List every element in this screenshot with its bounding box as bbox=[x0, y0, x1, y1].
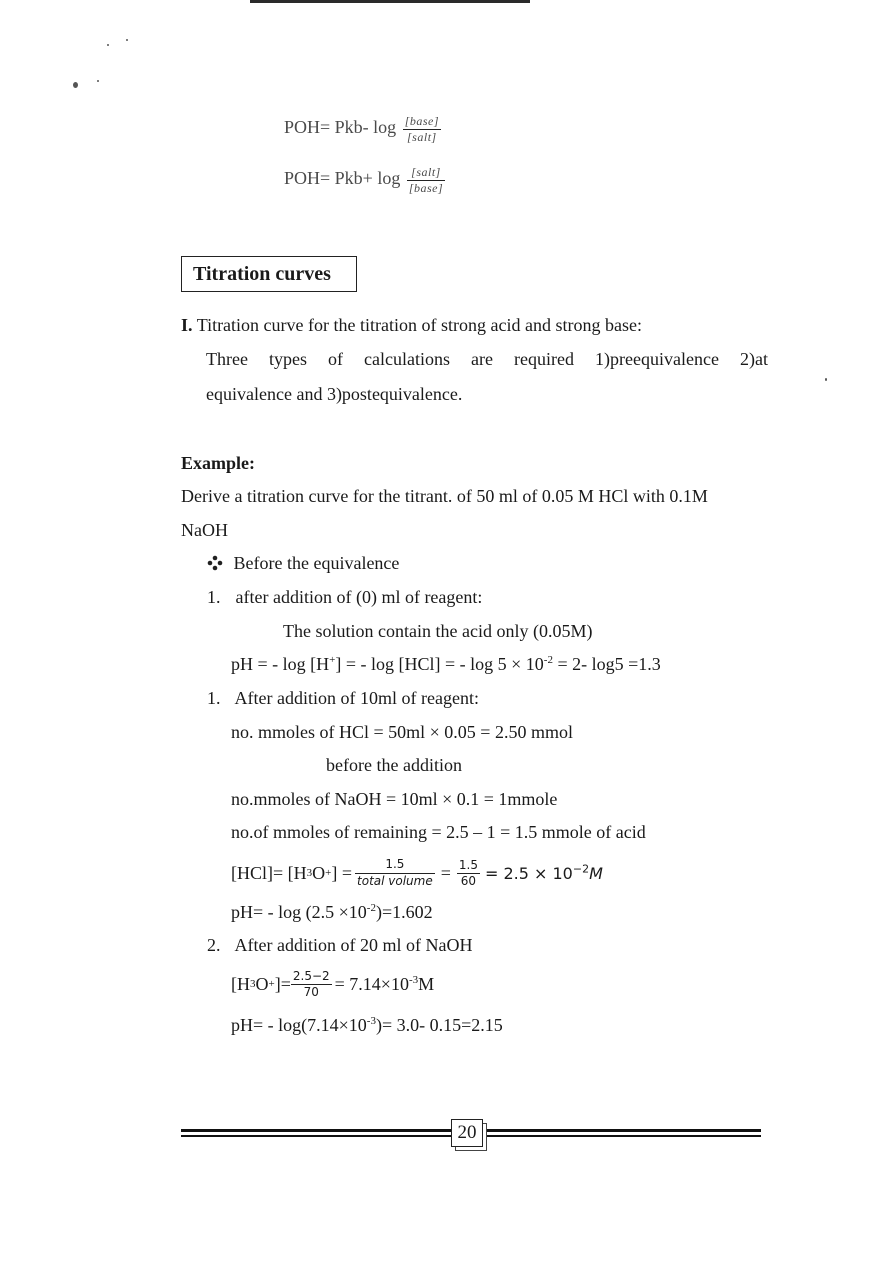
step-number: 1. bbox=[207, 688, 221, 708]
part-title-text: Titration curve for the titration of strong acid and strong base: bbox=[196, 315, 642, 335]
top-edge-bar bbox=[250, 0, 530, 3]
step2-before: before the addition bbox=[326, 755, 462, 775]
step3-ph bbox=[231, 1015, 503, 1036]
result-part: = 2.5 × 10 bbox=[484, 863, 573, 883]
fraction-denominator: 70 bbox=[303, 984, 319, 999]
conc-part: [H bbox=[231, 973, 250, 994]
step-number: 2. bbox=[207, 935, 221, 955]
ph-sup: -2 bbox=[366, 902, 376, 914]
poh-fraction bbox=[407, 166, 445, 194]
step2-mmol-hcl: no. mmoles of HCl = 50ml × 0.05 = 2.50 mmol bbox=[231, 722, 573, 742]
fraction-numerator: 1.5 bbox=[355, 858, 435, 874]
step-title-text: After addition of 20 ml of NaOH bbox=[234, 935, 473, 955]
fraction-numerator: 2.5−2 bbox=[292, 968, 330, 983]
result-part: = 7.14×10 bbox=[334, 973, 409, 994]
fraction-denominator: [base] bbox=[408, 180, 444, 195]
ph-part: = 2- log5 =1.3 bbox=[552, 654, 661, 674]
ph-sup: -3 bbox=[366, 1015, 376, 1027]
conc-fraction-volume bbox=[355, 858, 435, 887]
step-title-text: after addition of (0) ml of reagent: bbox=[235, 587, 483, 607]
poh-lhs: POH= bbox=[284, 168, 331, 189]
step2-title bbox=[207, 688, 479, 709]
diamond-dots-icon bbox=[207, 555, 223, 571]
step3-concentration: [H 3 O + ]= $\frac{2.5-2}{70}$ = $7.14\times 10^{-3}M$ bbox=[231, 968, 435, 999]
example-statement-line1: Derive a titration curve for the titrant. of 50 ml of 0.05 M HCl with 0.1M bbox=[181, 486, 708, 506]
conc-fraction bbox=[291, 970, 332, 998]
poh-body: Pkb+ log bbox=[334, 168, 401, 189]
part-numeral: I. bbox=[181, 315, 193, 335]
section-title: Titration curves bbox=[181, 256, 357, 292]
result-sup: −2 bbox=[572, 862, 590, 876]
step2-remaining: no.of mmoles of remaining = 2.5 – 1 = 1.5 mmole of acid bbox=[231, 822, 646, 842]
step2-concentration: [HCl]= [H 3 O + ] = $\frac{1.5}{\text{total volume}}$ = $\frac{1.5}{60}$ = $2.5 \times 10^{-2}M$ bbox=[231, 857, 603, 888]
step2-mmol-naoh: no.mmoles of NaOH = 10ml × 0.1 = 1mmole bbox=[231, 789, 558, 809]
ph-sup: + bbox=[329, 654, 336, 666]
step1-note: The solution contain the acid only (0.05M) bbox=[283, 621, 593, 641]
poh-lhs: POH= bbox=[284, 117, 331, 138]
poh-fraction bbox=[403, 115, 441, 143]
ph-part: ] = - log [HCl] = - log 5 × 10 bbox=[335, 654, 544, 674]
bullet-before-equivalence bbox=[207, 553, 399, 574]
step1-ph bbox=[231, 654, 661, 675]
poh-formula-minus bbox=[284, 115, 441, 143]
step3-title bbox=[207, 935, 472, 956]
example-heading: Example: bbox=[181, 453, 255, 473]
step1-title bbox=[207, 587, 482, 608]
fraction-denominator: [salt] bbox=[407, 129, 437, 144]
ph-part: )= 3.0- 0.15=2.15 bbox=[375, 1015, 503, 1035]
result-sup: -3 bbox=[408, 973, 419, 986]
ph-part: pH= - log(7.14×10 bbox=[231, 1015, 367, 1035]
conc-part: O bbox=[255, 973, 269, 994]
bullet-text: Before the equivalence bbox=[233, 553, 400, 573]
conc-result bbox=[335, 974, 435, 995]
result-part: M bbox=[418, 973, 435, 994]
conc-part: O bbox=[312, 862, 326, 883]
step2-ph bbox=[231, 902, 433, 923]
part-one-desc-line1: Three types of calculations are required 1)preequivalence 2)at bbox=[206, 349, 768, 369]
part-one-title bbox=[181, 315, 642, 336]
conc-fraction-sixty bbox=[457, 859, 480, 887]
ph-sup: -2 bbox=[543, 654, 553, 666]
fraction-denominator: total volume bbox=[357, 874, 433, 888]
ph-part: pH= - log (2.5 ×10 bbox=[231, 902, 367, 922]
conc-part: ] = bbox=[331, 862, 353, 883]
step-title-text: After addition of 10ml of reagent: bbox=[234, 688, 479, 708]
poh-body: Pkb- log bbox=[334, 117, 397, 138]
conc-result bbox=[485, 864, 603, 883]
fraction-numerator: [base] bbox=[404, 114, 440, 128]
equals-sign: = bbox=[440, 862, 451, 883]
example-statement-line2: NaOH bbox=[181, 520, 228, 540]
fraction-numerator: 1.5 bbox=[458, 857, 478, 872]
conc-part: [HCl]= [H bbox=[231, 862, 307, 883]
part-one-desc-line2: equivalence and 3)postequivalence. bbox=[206, 384, 463, 404]
result-unit: M bbox=[589, 863, 603, 883]
page-number: 20 bbox=[451, 1119, 483, 1147]
fraction-numerator: [salt] bbox=[407, 166, 445, 181]
fraction-denominator: 60 bbox=[460, 873, 477, 888]
poh-formula-plus bbox=[284, 166, 445, 194]
conc-part: ]= bbox=[274, 973, 291, 994]
ph-part: pH = - log [H bbox=[231, 654, 330, 674]
ph-part: )=1.602 bbox=[375, 902, 433, 922]
step-number: 1. bbox=[207, 587, 221, 607]
